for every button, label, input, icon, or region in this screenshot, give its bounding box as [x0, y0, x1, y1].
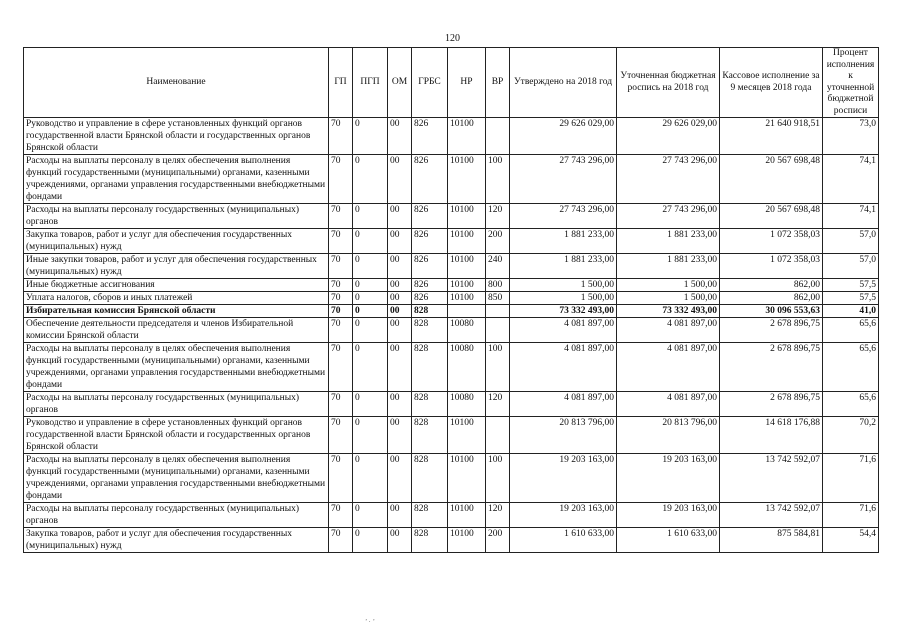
cell-pgp: 0 [353, 318, 388, 343]
cell-gp: 70 [329, 204, 353, 229]
cell-nr: 10080 [448, 392, 486, 417]
cell-refined: 1 881 233,00 [617, 229, 720, 254]
cell-pgp: 0 [353, 155, 388, 204]
cell-name: Расходы на выплаты персоналу государственных (муниципальных) органов [24, 503, 329, 528]
cell-cash: 2 678 896,75 [720, 392, 823, 417]
cell-percent: 57,0 [823, 254, 879, 279]
table-header-row [24, 48, 879, 118]
cell-cash: 2 678 896,75 [720, 318, 823, 343]
cell-approved: 4 081 897,00 [510, 392, 617, 417]
cell-vr [486, 305, 510, 318]
header-vr: ВР [486, 48, 510, 118]
cell-grbs: 826 [412, 155, 448, 204]
cell-om: 00 [388, 254, 412, 279]
cell-percent: 65,6 [823, 392, 879, 417]
cell-nr: 10100 [448, 417, 486, 454]
cell-name: Обеспечение деятельности председателя и членов Избирательной комиссии Брянской области [24, 318, 329, 343]
cell-grbs: 828 [412, 392, 448, 417]
cell-approved: 1 881 233,00 [510, 254, 617, 279]
cell-grbs: 828 [412, 318, 448, 343]
header-approved: Утверждено на 2018 год [510, 48, 617, 118]
cell-cash: 2 678 896,75 [720, 343, 823, 392]
cell-nr [448, 305, 486, 318]
cell-refined: 4 081 897,00 [617, 318, 720, 343]
cell-cash: 13 742 592,07 [720, 503, 823, 528]
cell-nr: 10100 [448, 254, 486, 279]
cell-vr: 800 [486, 279, 510, 292]
cell-vr: 850 [486, 292, 510, 305]
cell-gp: 70 [329, 417, 353, 454]
cell-cash: 20 567 698,48 [720, 204, 823, 229]
cell-grbs: 826 [412, 229, 448, 254]
cell-approved: 1 610 633,00 [510, 528, 617, 553]
cell-cash: 21 640 918,51 [720, 118, 823, 155]
cell-name: Расходы на выплаты персоналу в целях обеспечения выполнения функций государственными (муниципальными) органами, казенными учреждениями, органами управления государственными внебюджетными фондами [24, 155, 329, 204]
cell-gp: 70 [329, 118, 353, 155]
cell-nr: 10100 [448, 454, 486, 503]
cell-grbs: 828 [412, 503, 448, 528]
cell-refined: 1 881 233,00 [617, 254, 720, 279]
cell-gp: 70 [329, 528, 353, 553]
cell-refined: 19 203 163,00 [617, 454, 720, 503]
cell-grbs: 826 [412, 279, 448, 292]
cell-approved: 1 881 233,00 [510, 229, 617, 254]
cell-grbs: 826 [412, 254, 448, 279]
cell-om: 00 [388, 343, 412, 392]
cell-pgp: 0 [353, 503, 388, 528]
cell-cash: 875 584,81 [720, 528, 823, 553]
cell-refined: 1 500,00 [617, 279, 720, 292]
cell-vr: 120 [486, 392, 510, 417]
cell-grbs: 826 [412, 292, 448, 305]
page-number: 120 [445, 33, 460, 44]
cell-gp: 70 [329, 305, 353, 318]
cell-percent: 74,1 [823, 204, 879, 229]
cell-grbs: 828 [412, 454, 448, 503]
budget-table [23, 47, 879, 553]
cell-cash: 862,00 [720, 292, 823, 305]
cell-nr: 10100 [448, 279, 486, 292]
cell-om: 00 [388, 204, 412, 229]
cell-vr: 100 [486, 155, 510, 204]
cell-percent: 57,5 [823, 279, 879, 292]
cell-gp: 70 [329, 292, 353, 305]
cell-om: 00 [388, 229, 412, 254]
cell-approved: 19 203 163,00 [510, 454, 617, 503]
cell-pgp: 0 [353, 204, 388, 229]
cell-gp: 70 [329, 392, 353, 417]
cell-pgp: 0 [353, 343, 388, 392]
cell-name: Иные бюджетные ассигнования [24, 279, 329, 292]
cell-name: Закупка товаров, работ и услуг для обеспечения государственных (муниципальных) нужд [24, 528, 329, 553]
cell-om: 00 [388, 118, 412, 155]
cell-vr [486, 118, 510, 155]
cell-gp: 70 [329, 454, 353, 503]
cell-om: 00 [388, 279, 412, 292]
table-row [24, 254, 879, 279]
cell-approved: 29 626 029,00 [510, 118, 617, 155]
table-row [24, 503, 879, 528]
cell-refined: 4 081 897,00 [617, 343, 720, 392]
cell-nr: 10100 [448, 155, 486, 204]
cell-percent: 57,0 [823, 229, 879, 254]
cell-gp: 70 [329, 254, 353, 279]
cell-om: 00 [388, 318, 412, 343]
cell-percent: 73,0 [823, 118, 879, 155]
cell-cash: 20 567 698,48 [720, 155, 823, 204]
cell-pgp: 0 [353, 528, 388, 553]
table-row [24, 454, 879, 503]
header-gp: ГП [329, 48, 353, 118]
header-grbs: ГРБС [412, 48, 448, 118]
cell-percent: 70,2 [823, 417, 879, 454]
cell-percent: 41,0 [823, 305, 879, 318]
cell-percent: 54,4 [823, 528, 879, 553]
cell-pgp: 0 [353, 417, 388, 454]
cell-approved: 4 081 897,00 [510, 318, 617, 343]
cell-refined: 73 332 493,00 [617, 305, 720, 318]
cell-refined: 29 626 029,00 [617, 118, 720, 155]
cell-cash: 1 072 358,03 [720, 254, 823, 279]
table-row [24, 392, 879, 417]
cell-refined: 1 610 633,00 [617, 528, 720, 553]
cell-approved: 27 743 296,00 [510, 155, 617, 204]
cell-name: Уплата налогов, сборов и иных платежей [24, 292, 329, 305]
cell-pgp: 0 [353, 305, 388, 318]
cell-pgp: 0 [353, 292, 388, 305]
cell-gp: 70 [329, 279, 353, 292]
cell-cash: 30 096 553,63 [720, 305, 823, 318]
cell-gp: 70 [329, 503, 353, 528]
cell-name: Руководство и управление в сфере установленных функций органов государственной власти Брянской области и государственных органов Брянской области [24, 417, 329, 454]
cell-pgp: 0 [353, 392, 388, 417]
cell-gp: 70 [329, 343, 353, 392]
cell-om: 00 [388, 392, 412, 417]
cell-vr: 120 [486, 204, 510, 229]
cell-cash: 13 742 592,07 [720, 454, 823, 503]
cell-vr: 100 [486, 454, 510, 503]
cell-vr: 240 [486, 254, 510, 279]
cell-pgp: 0 [353, 454, 388, 503]
header-nr: НР [448, 48, 486, 118]
cell-refined: 20 813 796,00 [617, 417, 720, 454]
cell-refined: 27 743 296,00 [617, 204, 720, 229]
cell-nr: 10100 [448, 503, 486, 528]
table-row [24, 279, 879, 292]
cell-cash: 1 072 358,03 [720, 229, 823, 254]
cell-gp: 70 [329, 155, 353, 204]
header-om: ОМ [388, 48, 412, 118]
header-percent: Процент исполнения к уточненной бюджетной росписи [823, 48, 879, 118]
cell-om: 00 [388, 528, 412, 553]
table-row [24, 343, 879, 392]
table-row [24, 155, 879, 204]
cell-pgp: 0 [353, 118, 388, 155]
cell-cash: 862,00 [720, 279, 823, 292]
cell-nr: 10100 [448, 528, 486, 553]
cell-percent: 57,5 [823, 292, 879, 305]
cell-refined: 4 081 897,00 [617, 392, 720, 417]
table-row [24, 417, 879, 454]
cell-nr: 10080 [448, 318, 486, 343]
cell-approved: 27 743 296,00 [510, 204, 617, 229]
table-body [24, 118, 879, 553]
cell-pgp: 0 [353, 279, 388, 292]
cell-refined: 1 500,00 [617, 292, 720, 305]
cell-om: 00 [388, 155, 412, 204]
cell-percent: 74,1 [823, 155, 879, 204]
table-row [24, 204, 879, 229]
cell-gp: 70 [329, 318, 353, 343]
table-row [24, 305, 879, 318]
cell-name: Расходы на выплаты персоналу государственных (муниципальных) органов [24, 392, 329, 417]
cell-percent: 71,6 [823, 454, 879, 503]
cell-approved: 73 332 493,00 [510, 305, 617, 318]
cell-grbs: 826 [412, 118, 448, 155]
cell-nr: 10100 [448, 204, 486, 229]
cell-approved: 4 081 897,00 [510, 343, 617, 392]
header-name: Наименование [24, 48, 329, 118]
cell-vr: 120 [486, 503, 510, 528]
cell-vr: 200 [486, 528, 510, 553]
cell-om: 00 [388, 503, 412, 528]
table-row [24, 528, 879, 553]
cell-percent: 65,6 [823, 343, 879, 392]
cell-name: Закупка товаров, работ и услуг для обеспечения государственных (муниципальных) нужд [24, 229, 329, 254]
cell-approved: 19 203 163,00 [510, 503, 617, 528]
cell-approved: 20 813 796,00 [510, 417, 617, 454]
cell-gp: 70 [329, 229, 353, 254]
cell-nr: 10100 [448, 229, 486, 254]
cell-nr: 10100 [448, 118, 486, 155]
cell-name: Расходы на выплаты персоналу в целях обеспечения выполнения функций государственными (муниципальными) органами, казенными учреждениями, органами управления государственными внебюджетными фондами [24, 343, 329, 392]
table-row [24, 318, 879, 343]
cell-nr: 10100 [448, 292, 486, 305]
cell-name: Избирательная комиссия Брянской области [24, 305, 329, 318]
cell-grbs: 828 [412, 417, 448, 454]
cell-percent: 71,6 [823, 503, 879, 528]
cell-name: Иные закупки товаров, работ и услуг для обеспечения государственных (муниципальных) нужд [24, 254, 329, 279]
cell-grbs: 828 [412, 528, 448, 553]
cell-percent: 65,6 [823, 318, 879, 343]
cell-name: Расходы на выплаты персоналу государственных (муниципальных) органов [24, 204, 329, 229]
cell-vr: 100 [486, 343, 510, 392]
cell-name: Расходы на выплаты персоналу в целях обеспечения выполнения функций государственными (муниципальными) органами, казенными учреждениями, органами управления государственными внебюджетными фондами [24, 454, 329, 503]
cell-grbs: 828 [412, 305, 448, 318]
cell-om: 00 [388, 417, 412, 454]
scan-mark: ’ · ’ [365, 618, 375, 626]
cell-om: 00 [388, 305, 412, 318]
cell-approved: 1 500,00 [510, 279, 617, 292]
cell-grbs: 826 [412, 204, 448, 229]
cell-pgp: 0 [353, 254, 388, 279]
cell-grbs: 828 [412, 343, 448, 392]
cell-name: Руководство и управление в сфере установленных функций органов государственной власти Брянской области и государственных органов Брянской области [24, 118, 329, 155]
cell-om: 00 [388, 454, 412, 503]
cell-refined: 19 203 163,00 [617, 503, 720, 528]
cell-approved: 1 500,00 [510, 292, 617, 305]
cell-nr: 10080 [448, 343, 486, 392]
table-row [24, 118, 879, 155]
table-row [24, 292, 879, 305]
cell-refined: 27 743 296,00 [617, 155, 720, 204]
header-cash: Кассовое исполнение за 9 месяцев 2018 года [720, 48, 823, 118]
header-refined: Уточненная бюджетная роспись на 2018 год [617, 48, 720, 118]
cell-cash: 14 618 176,88 [720, 417, 823, 454]
cell-vr: 200 [486, 229, 510, 254]
cell-vr [486, 318, 510, 343]
table-row [24, 229, 879, 254]
cell-om: 00 [388, 292, 412, 305]
cell-pgp: 0 [353, 229, 388, 254]
cell-vr [486, 417, 510, 454]
header-pgp: ПГП [353, 48, 388, 118]
